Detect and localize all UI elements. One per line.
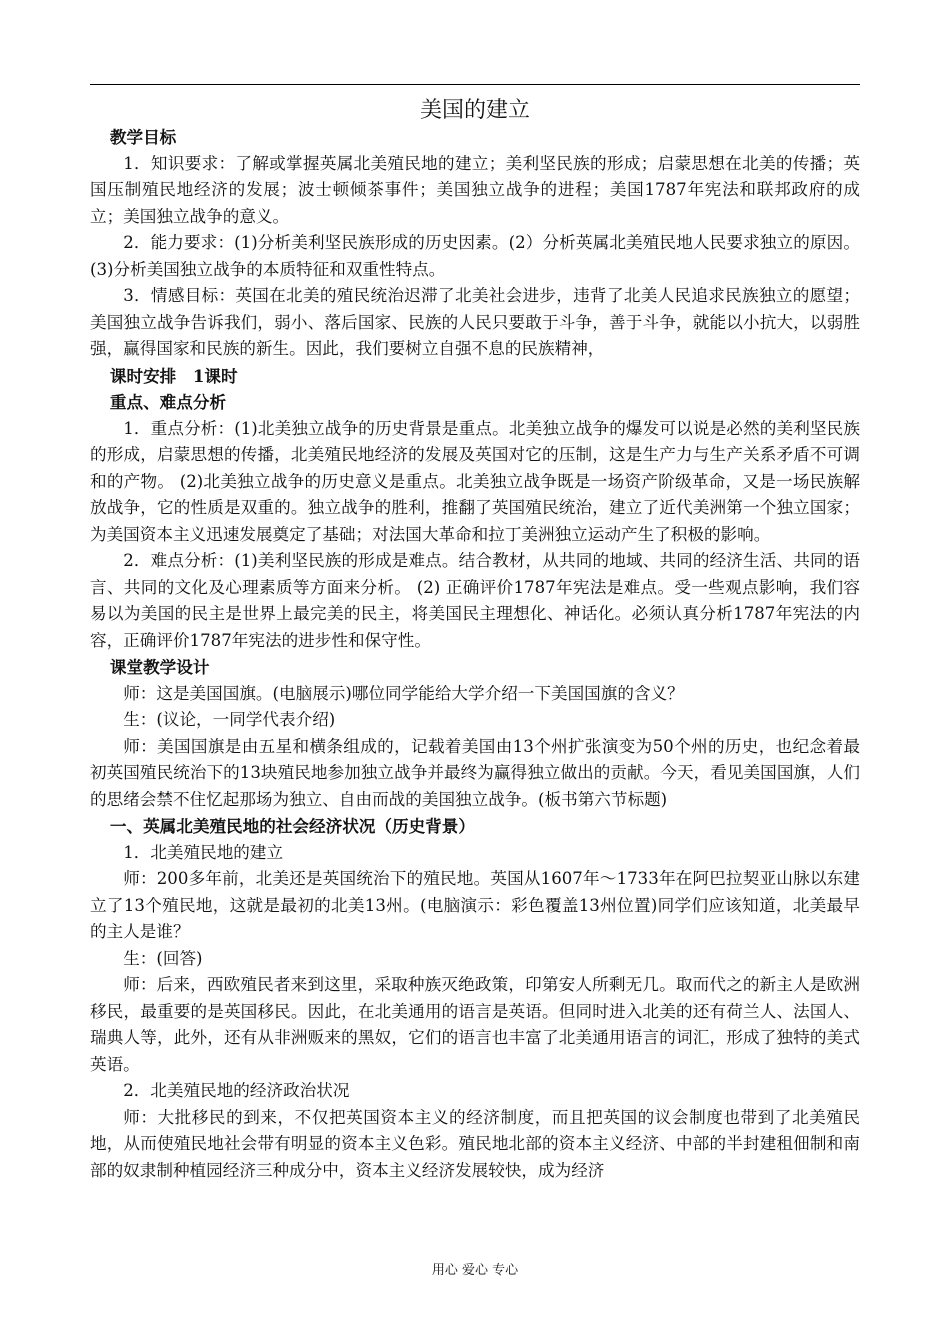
header-rule <box>90 84 860 85</box>
paragraph-student-discuss: 生：(议论，一同学代表介绍) <box>123 710 336 729</box>
paragraph-difficult-points: 2．难点分析：(1)美利坚民族的形成是难点。结合教材，从共同的地域、共同的经济生活、共同的语言、共同的文化及心理素质等方面来分析。 (2) 正确评价1787年宪法是难点。受一些观点影响，我们容易以为美国的民主是世界上最完美的民主，将美国民主理想化、神话化。必须认真分析1787年宪法的内容，正确评价1787年宪法的进步性和保守性。 <box>90 551 860 650</box>
paragraph-key-points: 1．重点分析：(1)北美独立战争的历史背景是重点。北美独立战争的爆发可以说是必然的美利坚民族的形成，启蒙思想的传播，北美殖民地经济的发展及英国对它的压制，这是生产力与生产关系矛盾不可调和的产物。 (2)北美独立战争的历史意义是重点。北美独立战争既是一场资产阶级革命，又是一场民族解放战争，它的性质是双重的。独立战争的胜利，推翻了英国殖民统治，建立了近代美洲第一个独立国家；为美国资本主义迅速发展奠定了基础；对法国大革命和拉丁美洲独立运动产生了积极的影响。 <box>90 418 860 544</box>
paragraph-emotional-goals: 3．情感目标：英国在北美的殖民统治迟滞了北美社会进步，违背了北美人民追求民族独立的愿望；美国独立战争告诉我们，弱小、落后国家、民族的人民只要敢于斗争，善于斗争，就能以小抗大，以弱胜强，赢得国家和民族的新生。因此，我们要树立自强不息的民族精神， <box>90 286 860 358</box>
subheading-colony-founding: 1．北美殖民地的建立 <box>123 842 284 862</box>
heading-key-difficult-points: 重点、难点分析 <box>109 392 227 412</box>
heading-class-schedule: 课时安排 1课时 <box>109 365 238 386</box>
page-title: 美国的建立 <box>419 98 530 123</box>
paragraph-student-answer: 生：(回答) <box>123 948 203 968</box>
heading-teaching-goals: 教学目标 <box>109 127 177 147</box>
paragraph-teacher-immigrants: 师：后来，西欧殖民者来到这里，采取种族灭绝政策，印第安人所剩无几。取而代之的新主人是欧洲移民，最重要的是英国移民。因此，在北美通用的语言是英语。但同时进入北美的还有荷兰人、法国人、瑞典人等，此外，还有从非洲贩来的黑奴，它们的语言也丰富了北美通用语言的词汇，形成了独特的美式英语。 <box>90 975 860 1074</box>
paragraph-teacher-colonies: 师：200多年前，北美还是英国统治下的殖民地。英国从1607年～1733年在阿巴拉契亚山脉以东建立了13个殖民地，这就是最初的北美13州。(电脑演示：彩色覆盖13州位置)同学们应该知道，北美最早的主人是谁？ <box>90 869 860 941</box>
paragraph-ability-requirements: 2．能力要求：(1)分析美利坚民族形成的历史因素。(2）分析英属北美殖民地人民要求独立的原因。 (3)分析美国独立战争的本质特征和双重性特点。 <box>90 233 860 279</box>
paragraph-teacher-flag: 师：这是美国国旗。(电脑展示)哪位同学能给大学介绍一下美国国旗的含义？ <box>123 683 684 703</box>
document-body <box>90 124 860 1184</box>
paragraph-teacher-flag-meaning: 师：美国国旗是由五星和横条组成的，记载着美国由13个州扩张演变为50个州的历史，也纪念着最初英国殖民统治下的13块殖民地参加独立战争并最终为赢得独立做出的贡献。今天，看见美国国旗，人们的思绪会禁不住忆起那场为独立、自由而战的美国独立战争。(板书第六节标题) <box>90 736 860 809</box>
heading-section-one: 一、英属北美殖民地的社会经济状况（历史背景） <box>109 816 475 836</box>
page-footer: 用心 爱心 专心 <box>431 1263 519 1278</box>
paragraph-knowledge-requirements: 1．知识要求：了解或掌握英属北美殖民地的建立；美利坚民族的形成；启蒙思想在北美的传播；英国压制殖民地经济的发展；波士顿倾茶事件；美国独立战争的进程；美国1787年宪法和联邦政府的成立；美国独立战争的意义。 <box>90 153 860 226</box>
heading-lesson-design: 课堂教学设计 <box>109 657 210 677</box>
subheading-economic-political: 2．北美殖民地的经济政治状况 <box>123 1081 350 1100</box>
paragraph-teacher-economy: 师：大批移民的到来，不仅把英国资本主义的经济制度，而且把英国的议会制度也带到了北美殖民地，从而使殖民地社会带有明显的资本主义色彩。殖民地北部的资本主义经济、中部的半封建租佃制和南部的奴隶制种植园经济三种成分中，资本主义经济发展较快，成为经济 <box>90 1107 860 1180</box>
